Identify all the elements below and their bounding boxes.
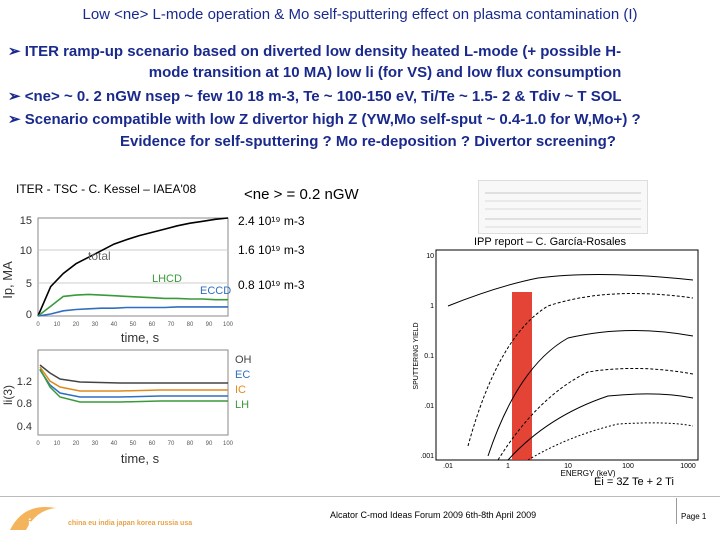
ip-xtick: 80 [186, 322, 194, 328]
bullet-2 [8, 87, 713, 105]
legend-ic: IC [235, 384, 246, 396]
li-xtick: 0 [36, 441, 40, 447]
li-xtick: 40 [110, 441, 118, 447]
iter-logo-graphic [6, 500, 66, 534]
bullet-3-line1: Scenario compatible with low Z divertor high Z (YW,Mo self-sput ~ 0.4-1.0 for W,Mo+) ? [24, 111, 641, 128]
bullet-marker-icon: ➢ [8, 111, 21, 128]
yield-xtick: 100 [622, 463, 634, 470]
footer-page: Page 1 [681, 512, 707, 521]
series-label-eccd: ECCD [200, 285, 232, 297]
li-xtick: 10 [53, 441, 61, 447]
ytick: 15 [19, 215, 32, 227]
ytick: 10 [426, 253, 434, 260]
yield-plot-frame [436, 250, 698, 460]
li-xticks [36, 441, 233, 447]
bullet-1-line2: mode transition at 10 MA) low li (for VS) and low flux consumption [148, 64, 622, 81]
ytick: .001 [420, 453, 434, 460]
logo-members: china eu india japan korea russia usa [68, 520, 193, 527]
ip-xtick: 50 [129, 322, 137, 328]
yield-xlabel: ENERGY (keV) [560, 469, 616, 478]
density-level-2: 1.6 10¹⁹ m-3 [238, 243, 305, 257]
li-xtick: 30 [91, 441, 99, 447]
li-ylabel: li(3) [1, 385, 15, 405]
ipp-caption: IPP report – C. García-Rosales [474, 236, 627, 248]
ytick: 1 [430, 303, 434, 310]
li-xtick: 60 [148, 441, 156, 447]
bullet-marker-icon: ➢ [8, 43, 21, 60]
series-label-total: total [88, 249, 111, 263]
li-xlabel: time, s [120, 451, 160, 466]
bullet-3-line2: Evidence for self-sputtering ? Mo re-deposition ? Divertor screening? [120, 133, 616, 150]
scanned-table-image [478, 180, 648, 234]
li-plot [0, 345, 260, 480]
yield-ylabel: SPUTTERING YIELD [413, 322, 420, 390]
yield-xtick: .01 [443, 463, 453, 470]
density-label: <ne > = 0.2 nGW [244, 186, 359, 203]
li-xtick: 90 [205, 441, 213, 447]
page-box [676, 498, 711, 524]
iter-logo [6, 500, 66, 534]
legend-ec: EC [235, 369, 251, 381]
li-xtick: 100 [222, 441, 234, 447]
ytick: .01 [424, 403, 434, 410]
yield-xtick: 1000 [680, 463, 696, 470]
density-level-1: 2.4 10¹⁹ m-3 [238, 214, 305, 228]
ip-xtick: 60 [148, 322, 156, 328]
density-level-3: 0.8 10¹⁹ m-3 [238, 278, 305, 292]
ip-xtick: 100 [222, 322, 234, 328]
ip-xtick: 30 [91, 322, 99, 328]
li-xtick: 80 [186, 441, 194, 447]
li-plot-frame [38, 350, 228, 435]
legend-lh: LH [235, 399, 250, 411]
ip-xtick: 20 [72, 322, 80, 328]
ytick: 0.4 [16, 421, 32, 433]
ytick: 5 [25, 278, 32, 290]
ip-xtick: 70 [167, 322, 175, 328]
ei-formula: Ei = 3Z Te + 2 Ti [594, 476, 674, 488]
slide-title: Low <ne> L-mode operation & Mo self-sputtering effect on plasma contamination (I) [82, 6, 638, 23]
logo-text: iter [28, 516, 49, 531]
bullet-2-line1: <ne> ~ 0. 2 nGW nsep ~ few 10 18 m-3, Te ~ 100-150 eV, Ti/Te ~ 1.5- 2 & Tdiv ~ T SOL [24, 88, 622, 105]
li-xtick: 20 [72, 441, 80, 447]
ip-plot [0, 210, 240, 350]
ip-xtick: 10 [53, 322, 61, 328]
bullet-3 [8, 110, 720, 128]
bullet-1 [8, 42, 713, 60]
footer-center: Alcator C-mod Ideas Forum 2009 6th-8th April 2009 [330, 510, 537, 520]
ip-xticks [36, 322, 233, 328]
bullet-1-line1: ITER ramp-up scenario based on diverted low density heated L-mode (+ possible H- [24, 43, 622, 60]
series-label-lhcd: LHCD [152, 273, 182, 285]
yield-plot [408, 246, 708, 478]
ip-ylabel: Ip, MA [0, 261, 15, 299]
li-xtick: 50 [129, 441, 137, 447]
scanned-table-lines [479, 181, 647, 233]
ytick: 10 [19, 245, 32, 257]
ytick: 1.2 [16, 376, 32, 388]
li-xtick: 70 [167, 441, 175, 447]
left-caption: ITER - TSC - C. Kessel – IAEA'08 [16, 182, 197, 196]
legend-oh: OH [235, 354, 252, 366]
ip-xtick: 0 [36, 322, 40, 328]
ytick: 0.1 [424, 353, 434, 360]
footer-divider [0, 496, 720, 497]
bullet-marker-icon: ➢ [8, 88, 21, 105]
ip-xlabel: time, s [120, 330, 160, 345]
ytick: 0 [25, 309, 32, 321]
ytick: 0.8 [16, 398, 32, 410]
yield-xtick: 1 [506, 463, 510, 470]
ip-plot-frame [38, 218, 228, 316]
yield-xtick: 10 [564, 463, 572, 470]
ip-xtick: 40 [110, 322, 118, 328]
ip-xtick: 90 [205, 322, 213, 328]
